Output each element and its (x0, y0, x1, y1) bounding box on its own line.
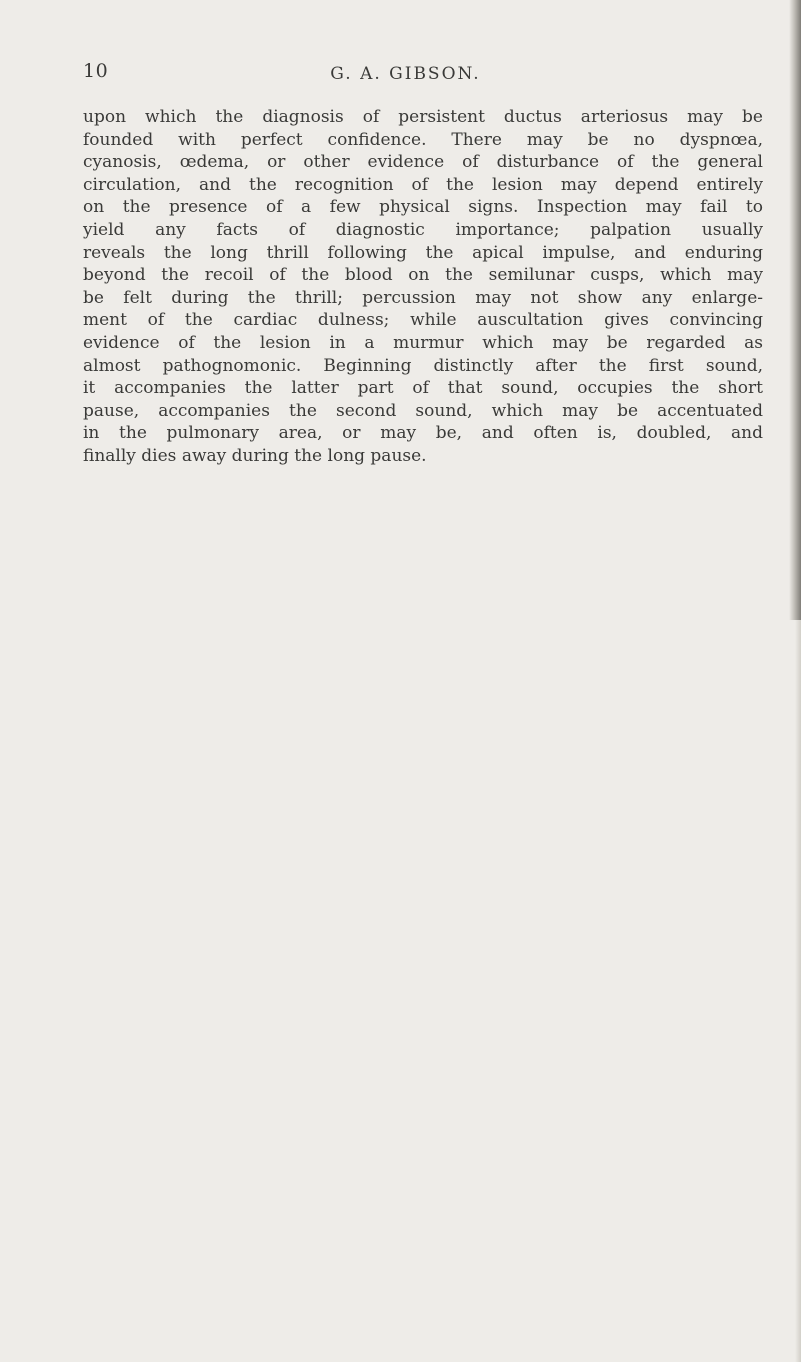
text-line: cyanosis, œdema, or other evidence of disturbance of the general (83, 152, 763, 173)
text-line: pause, accompanies the second sound, which may be accentuated (83, 400, 763, 421)
text-line: evidence of the lesion in a murmur which may be regarded as (83, 332, 763, 353)
text-line: upon which the diagnosis of persistent ductus arteriosus may be (83, 107, 763, 127)
text-line: almost pathognomonic. Beginning distinctly after the first sound, (83, 355, 763, 376)
text-line: reveals the long thrill following the apical impulse, and enduring (83, 242, 763, 263)
text-line: yield any facts of diagnostic importance; palpation usually (83, 219, 763, 240)
text-line: in the pulmonary area, or may be, and often is, doubled, and (83, 423, 763, 444)
text-line: finally dies away during the long pause. (83, 445, 427, 466)
text-line: on the presence of a few physical signs. Inspection may fail to (83, 197, 763, 218)
page-number: 10 (83, 60, 109, 82)
body-paragraph (83, 106, 763, 468)
text-line: be felt during the thrill; percussion may not show any enlarge- (83, 287, 763, 308)
text-line: ment of the cardiac dulness; while auscultation gives convincing (83, 310, 763, 331)
text-line: circulation, and the recognition of the lesion may depend entirely (83, 174, 763, 195)
page-edge-shadow-lower (795, 620, 801, 1362)
text-line: beyond the recoil of the blood on the semilunar cusps, which may (83, 265, 763, 286)
running-head: G. A. GIBSON. (330, 64, 481, 84)
text-line: founded with perfect confidence. There may be no dyspnœa, (83, 129, 763, 150)
text-line: it accompanies the latter part of that sound, occupies the short (83, 378, 763, 399)
page-edge-shadow (789, 0, 801, 620)
